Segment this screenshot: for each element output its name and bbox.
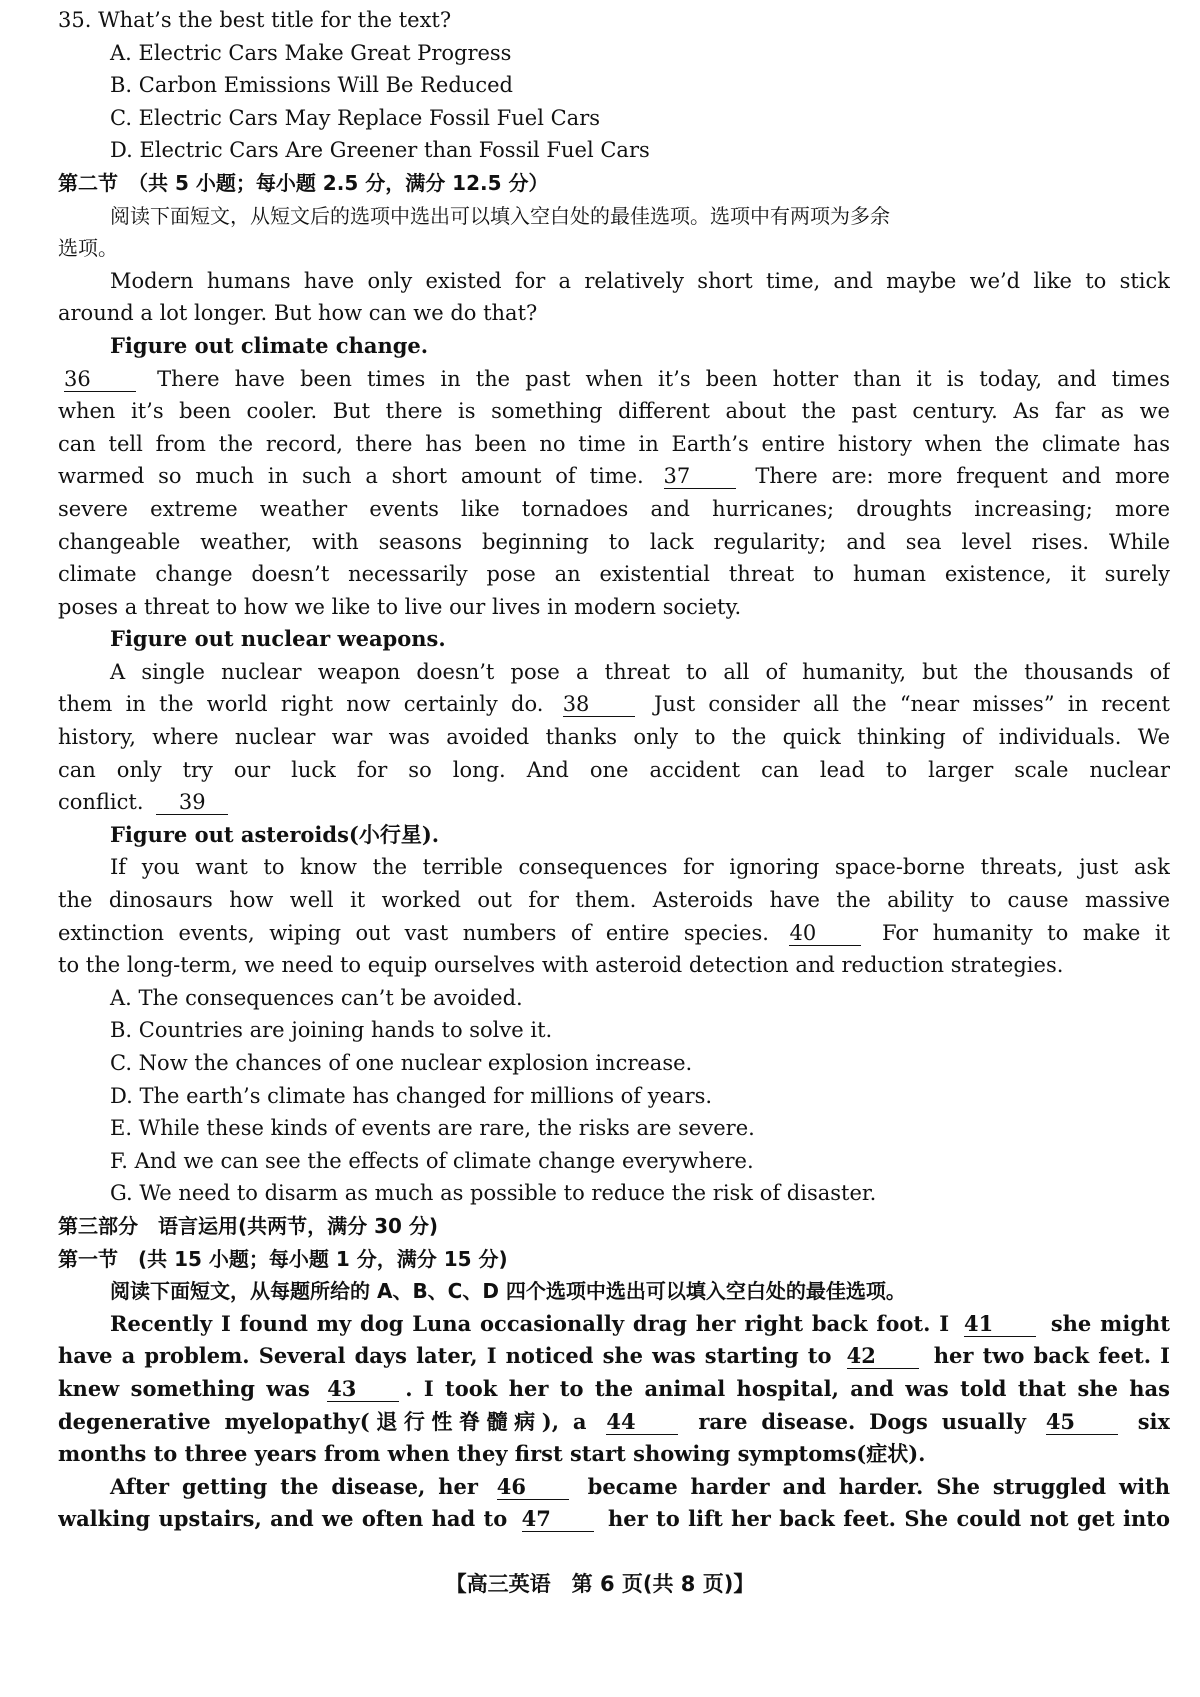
- cloze-line: [58, 1308, 1170, 1341]
- passage-text: warmed so much in such a short amount of time.: [58, 464, 644, 489]
- passage-line: history, where nuclear war was avoided thanks only to the quick thinking of individuals. We: [58, 725, 1170, 750]
- blank-44: 44: [606, 1410, 678, 1435]
- passage-line: [58, 917, 1170, 950]
- cloze-line: [58, 1340, 1170, 1373]
- blank-36: 36: [64, 367, 136, 392]
- cloze-line: months to three years from when they first start showing symptoms(症状).: [58, 1441, 926, 1467]
- q35-option-a: A. Electric Cars Make Great Progress: [110, 40, 512, 65]
- passage-line: If you want to know the terrible consequences for ignoring space-borne threats, just ask: [110, 855, 1170, 880]
- section2-header: 第二节 （共 5 小题；每小题 2.5 分，满分 12.5 分）: [58, 170, 549, 195]
- passage-line: to the long-term, we need to equip ourselves with asteroid detection and reduction strategies.: [58, 953, 1064, 978]
- blank-41: 41: [964, 1312, 1036, 1337]
- passage-text: conflict.: [58, 790, 144, 815]
- q35-option-b: B. Carbon Emissions Will Be Reduced: [110, 73, 513, 98]
- cloze-text: have a problem. Several days later, I noticed she was starting to: [58, 1343, 832, 1369]
- passage-text: extinction events, wiping out vast numbers of entire species.: [58, 920, 769, 945]
- blank-47: 47: [522, 1507, 594, 1532]
- cloze-line: [58, 1406, 1170, 1439]
- blank-46: 46: [497, 1475, 569, 1500]
- option-f: F. And we can see the effects of climate change everywhere.: [110, 1148, 754, 1173]
- cloze-text: . I took her to the animal hospital, and was told that she has: [405, 1375, 1170, 1401]
- passage-line: [58, 786, 1170, 819]
- subheading-climate: Figure out climate change.: [110, 332, 429, 358]
- section2-instruction: 阅读下面短文，从短文后的选项中选出可以填入空白处的最佳选项。选项中有两项为多余: [110, 203, 890, 228]
- cloze-text: she might: [1050, 1310, 1170, 1336]
- q35-option-c: C. Electric Cars May Replace Fossil Fuel Cars: [110, 105, 601, 130]
- passage-text: Just consider all the “near misses” in recent: [653, 692, 1170, 717]
- blank-42: 42: [847, 1344, 919, 1369]
- passage-line: severe extreme weather events like tornadoes and hurricanes; droughts increasing; more: [58, 496, 1170, 521]
- cloze-text: six: [1137, 1408, 1170, 1434]
- option-a: A. The consequences can’t be avoided.: [110, 985, 523, 1010]
- blank-37: 37: [664, 464, 736, 489]
- part3-header: 第三部分 语言运用(共两节，满分 30 分): [58, 1213, 439, 1238]
- page-footer: 【高三英语 第 6 页(共 8 页)】: [445, 1572, 755, 1596]
- exam-page: [58, 4, 1170, 1536]
- passage-line: changeable weather, with seasons beginning to lack regularity; and sea level rises. While: [58, 529, 1170, 554]
- blank-43: 43: [327, 1377, 399, 1402]
- option-b: B. Countries are joining hands to solve it.: [110, 1018, 553, 1043]
- subheading-asteroids: Figure out asteroids(小行星).: [110, 821, 440, 847]
- blank-40: 40: [789, 921, 861, 946]
- passage-line: can only try our luck for so long. And one accident can lead to larger scale nuclear: [58, 757, 1170, 782]
- cloze-text: her two back feet. I: [933, 1343, 1170, 1369]
- part3-section1-header: 第一节 (共 15 小题；每小题 1 分，满分 15 分): [58, 1246, 508, 1271]
- passage-line: A single nuclear weapon doesn’t pose a threat to all of humanity, but the thousands of: [110, 659, 1170, 684]
- passage-line: climate change doesn’t necessarily pose an existential threat to human existence, it surely: [58, 562, 1170, 587]
- passage-text: them in the world right now certainly do.: [58, 692, 544, 717]
- passage-line: [58, 460, 1170, 493]
- passage-line: [58, 688, 1170, 721]
- cloze-text: rare disease. Dogs usually: [698, 1408, 1026, 1434]
- cloze-text: her to lift her back feet. She could not get into: [607, 1506, 1170, 1532]
- passage-line: when it’s been cooler. But there is something different about the past century. As far as we: [58, 399, 1170, 424]
- blank-38: 38: [563, 692, 635, 717]
- cloze-text: After getting the disease, her: [110, 1473, 478, 1499]
- cloze-text: Recently I found my dog Luna occasionally drag her right back foot. I: [110, 1310, 950, 1336]
- cloze-line: [58, 1503, 1170, 1536]
- subheading-nuclear: Figure out nuclear weapons.: [110, 626, 446, 652]
- passage-text: For humanity to make it: [881, 920, 1170, 945]
- option-d: D. The earth’s climate has changed for millions of years.: [110, 1083, 713, 1108]
- option-e: E. While these kinds of events are rare, the risks are severe.: [110, 1116, 755, 1141]
- question-35-stem: 35. What’s the best title for the text?: [58, 8, 452, 32]
- passage-line: the dinosaurs how well it worked out for them. Asteroids have the ability to cause massive: [58, 888, 1170, 913]
- passage-text: There have been times in the past when it’s been hotter than it is today, and times: [157, 366, 1170, 391]
- section2-instruction-cont: 选项。: [58, 236, 118, 261]
- cloze-line: [58, 1471, 1170, 1504]
- cloze-text: became harder and harder. She struggled with: [587, 1473, 1170, 1499]
- cloze-line: [58, 1373, 1170, 1406]
- part3-instruction: 阅读下面短文，从每题所给的 A、B、C、D 四个选项中选出可以填入空白处的最佳选项。: [110, 1279, 906, 1304]
- cloze-text: walking upstairs, and we often had to: [58, 1506, 508, 1532]
- blank-39: 39: [156, 790, 228, 815]
- passage-line: can tell from the record, there has been no time in Earth’s entire history when the climate has: [58, 431, 1170, 456]
- passage-intro-line: around a lot longer. But how can we do that?: [58, 301, 538, 326]
- passage-line: poses a threat to how we like to live our lives in modern society.: [58, 594, 742, 619]
- blank-45: 45: [1046, 1410, 1118, 1435]
- option-c: C. Now the chances of one nuclear explosion increase.: [110, 1051, 693, 1075]
- cloze-text: knew something was: [58, 1375, 310, 1401]
- passage-intro-line: Modern humans have only existed for a relatively short time, and maybe we’d like to stick: [110, 268, 1170, 293]
- passage-line: [58, 363, 1170, 396]
- cloze-text: degenerative myelopathy(退行性脊髓病), a: [58, 1408, 587, 1434]
- passage-text: There are: more frequent and more: [755, 464, 1170, 489]
- option-g: G. We need to disarm as much as possible to reduce the risk of disaster.: [110, 1181, 877, 1206]
- q35-option-d: D. Electric Cars Are Greener than Fossil Fuel Cars: [110, 138, 650, 163]
